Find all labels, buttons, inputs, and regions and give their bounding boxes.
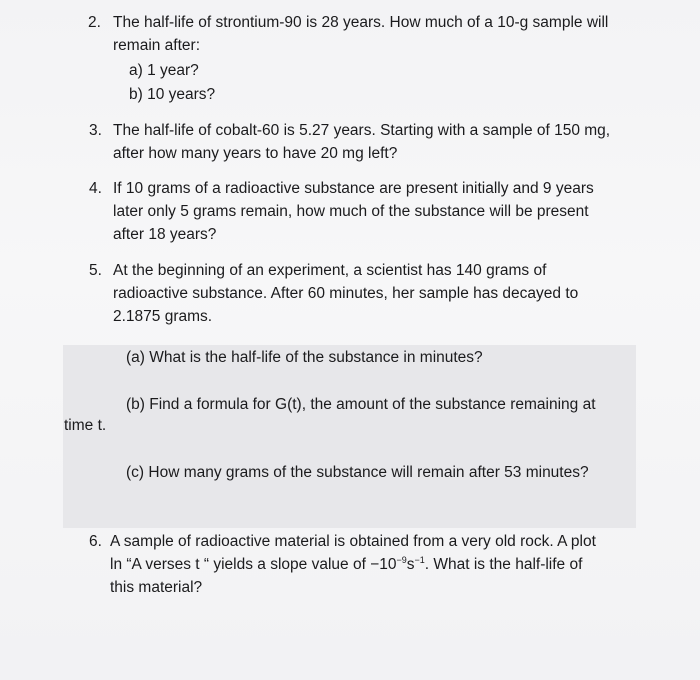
subquestion-a: a) 1 year? (129, 62, 199, 79)
question-text-line: after how many years to have 20 mg left? (113, 145, 398, 162)
subquestion-b: b) 10 years? (129, 86, 216, 103)
exponent: −9 (396, 555, 407, 565)
subquestion-c: (c) How many grams of the substance will remain after 53 minutes? (126, 464, 589, 481)
question-text-line: 2.1875 grams. (113, 308, 213, 325)
question-text-line: If 10 grams of a radioactive substance are present initially and 9 years (113, 180, 594, 197)
line-text-post: . What is the half-life of (424, 556, 583, 573)
question-text-line-2 (110, 553, 582, 576)
question-number: 3. (89, 122, 102, 139)
question-text-line: radioactive substance. After 60 minutes, her sample has decayed to (113, 285, 579, 302)
subquestion-a: (a) What is the half-life of the substance in minutes? (126, 349, 483, 366)
question-number: 5. (89, 262, 102, 279)
subquestions-panel (63, 345, 636, 528)
subquestion-b: (b) Find a formula for G(t), the amount of the substance remaining at (126, 396, 596, 413)
question-text-line: At the beginning of an experiment, a scientist has 140 grams of (113, 262, 547, 279)
question-text-line: later only 5 grams remain, how much of the substance will be present (113, 203, 589, 220)
exponent: −1 (414, 555, 425, 565)
unit: s (406, 556, 415, 573)
question-text-line: The half-life of cobalt-60 is 5.27 years. Starting with a sample of 150 mg, (113, 122, 611, 139)
question-text-line: after 18 years? (113, 226, 217, 243)
subquestion-b-continued: time t. (64, 417, 107, 434)
question-text-line: A sample of radioactive material is obtained from a very old rock. A plot (110, 533, 596, 550)
line-text-pre: ln “A verses t “ yields a slope value of −10 (110, 556, 397, 573)
question-text-line: remain after: (113, 37, 201, 54)
question-number: 6. (89, 533, 102, 550)
question-text-line: The half-life of strontium-90 is 28 years. How much of a 10-g sample will (113, 14, 609, 31)
question-number: 2. (88, 14, 101, 31)
question-text-line: this material? (110, 579, 203, 596)
question-number: 4. (89, 180, 102, 197)
